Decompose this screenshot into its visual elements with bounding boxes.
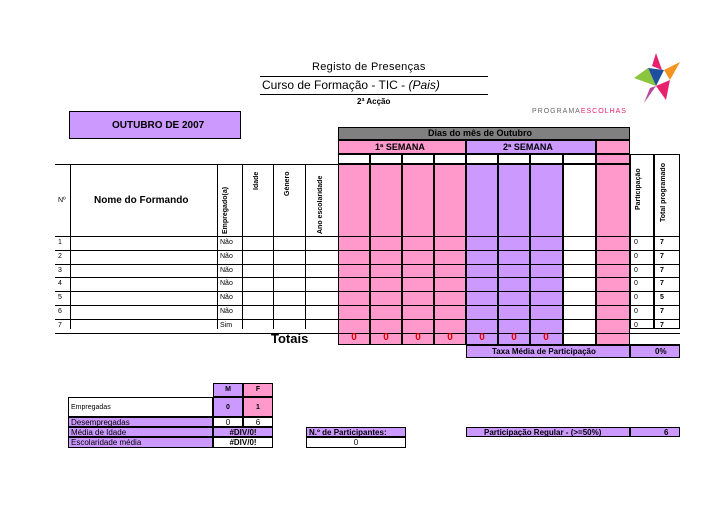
course-prefix: Curso de Formação - TIC - [262, 78, 409, 92]
day-column[interactable] [466, 164, 498, 345]
desempregadas-f: 6 [255, 418, 261, 427]
row-total: 7 [660, 308, 664, 315]
course-title [262, 78, 440, 92]
total-value: 0 [511, 332, 517, 343]
week1-label: 1ª SEMANA [375, 142, 425, 152]
day-column[interactable] [338, 164, 370, 345]
participantes-value: 0 [353, 438, 359, 447]
desempregadas-m: 0 [225, 418, 231, 427]
row-total: 7 [660, 253, 664, 260]
row-divider [55, 319, 680, 320]
row-divider [55, 291, 680, 292]
taxa-label: Taxa Média de Participação [492, 347, 596, 356]
row-total: 7 [660, 267, 664, 274]
row-total: 5 [660, 294, 664, 301]
day-header-cell [434, 154, 466, 164]
regular-label: Participação Regular - (>=50%) [484, 428, 602, 437]
week-extra-header [596, 140, 630, 154]
col-num-header: Nº [58, 197, 66, 204]
programa-escolhas-logo [630, 48, 682, 108]
day-header-cell [530, 154, 563, 164]
empregadas-m: 0 [226, 404, 230, 411]
day-column[interactable] [402, 164, 434, 345]
escolaridade-value: #DIV/0! [229, 438, 257, 447]
col-genero-header: Género [284, 171, 291, 196]
row-divider [55, 277, 680, 278]
day-header-cell [498, 154, 530, 164]
row-participacao: 0 [634, 294, 638, 301]
row-participacao: 0 [634, 280, 638, 287]
participantes-label: N.º de Participantes: [309, 428, 387, 437]
day-header-cell [402, 154, 434, 164]
total-value: 0 [447, 332, 453, 343]
escolaridade-label: Escolaridade média [71, 438, 142, 447]
total-value: 0 [351, 332, 357, 343]
row-number: 2 [58, 253, 62, 260]
day-column[interactable] [434, 164, 466, 345]
day-column[interactable] [498, 164, 530, 345]
day-column[interactable] [563, 164, 596, 345]
day-column[interactable] [596, 164, 630, 345]
col-empregado-header: Empregado(a) [222, 186, 229, 234]
total-value: 0 [479, 332, 485, 343]
row-number: 3 [58, 267, 62, 274]
day-header-cell [338, 154, 370, 164]
total-value: 0 [543, 332, 549, 343]
row-participacao: 0 [634, 322, 638, 329]
row-number: 6 [58, 308, 62, 315]
row-participacao: 0 [634, 239, 638, 246]
row-empregado: Não [220, 253, 233, 260]
row-number: 7 [58, 322, 62, 329]
row-participacao: 0 [634, 267, 638, 274]
empregadas-f: 1 [256, 404, 260, 411]
row-divider [55, 264, 680, 265]
day-header-cell [370, 154, 402, 164]
taxa-value: 0% [655, 347, 667, 356]
row-participacao: 0 [634, 308, 638, 315]
col-total-header: Total programado [660, 163, 667, 222]
day-column[interactable] [370, 164, 402, 345]
action-label: 2ª Acção [357, 97, 391, 106]
row-total: 7 [660, 322, 664, 329]
desempregadas-label: Desempregadas [71, 418, 130, 427]
row-number: 1 [58, 239, 62, 246]
day-header-cell [466, 154, 498, 164]
row-empregado: Sim [220, 322, 233, 329]
row-empregado: Não [220, 294, 233, 301]
logo-text-1: PROGRAMA [532, 108, 581, 115]
summary-column [654, 154, 680, 329]
month-label: OUTUBRO DE 2007 [112, 120, 205, 131]
row-divider [55, 333, 680, 334]
row-total: 7 [660, 280, 664, 287]
col-participacao-header: Participação [635, 168, 642, 210]
f-label: F [255, 386, 261, 393]
course-suffix: (Pais) [408, 78, 440, 92]
row-empregado: Não [220, 280, 233, 287]
row-divider [55, 250, 680, 251]
row-empregado: Não [220, 308, 233, 315]
row-number: 5 [58, 294, 62, 301]
row-participacao: 0 [634, 253, 638, 260]
col-name-header: Nome do Formando [94, 195, 189, 206]
day-header-cell [563, 154, 596, 164]
regular-value: 6 [664, 428, 669, 437]
empregadas-label: Empregadas [71, 404, 111, 411]
row-number: 4 [58, 280, 62, 287]
col-escolaridade-header: Ano escolaridade [317, 175, 324, 234]
media-idade-label: Média de Idade [71, 428, 127, 437]
logo-wordmark [532, 108, 627, 115]
week2-label: 2ª SEMANA [503, 142, 553, 152]
days-header-label: Dias do mês de Outubro [428, 128, 533, 138]
day-column[interactable] [530, 164, 563, 345]
row-empregado: Não [220, 267, 233, 274]
day-header-cell [596, 154, 630, 164]
row-divider [55, 305, 680, 306]
media-idade-value: #DIV/0! [229, 428, 257, 437]
totals-label: Totais [271, 331, 309, 346]
m-label: M [225, 386, 231, 393]
logo-text-2: ESCOLHAS [580, 108, 627, 115]
regular-value-cell [630, 427, 680, 437]
row-total: 7 [660, 239, 664, 246]
sheet-title: Registo de Presenças [312, 61, 426, 73]
total-value: 0 [415, 332, 421, 343]
col-idade-header: Idade [253, 171, 260, 190]
total-value: 0 [383, 332, 389, 343]
row-empregado: Não [220, 239, 233, 246]
